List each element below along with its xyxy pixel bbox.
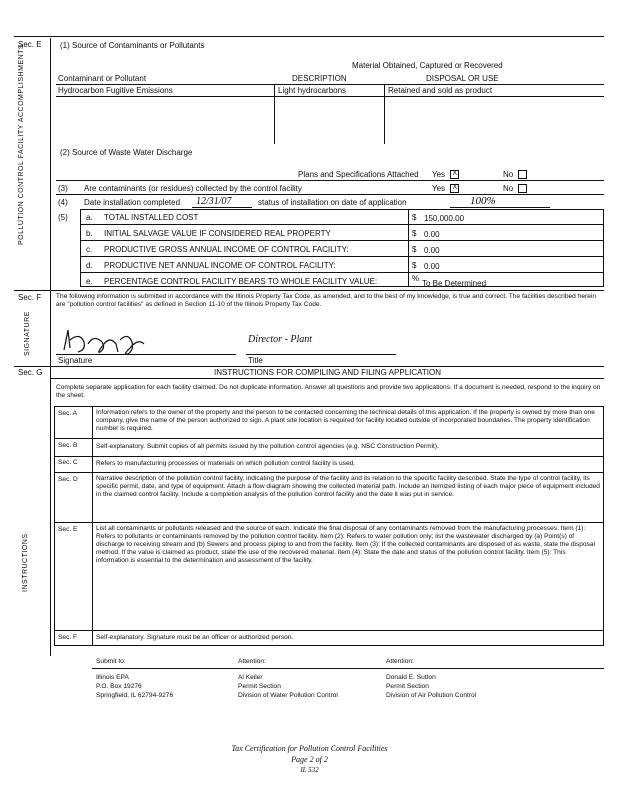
item3-no-checkbox[interactable] — [518, 184, 527, 193]
item3-no-label: No — [503, 184, 514, 193]
attn1-line: Permit Section — [238, 683, 281, 690]
col-contaminant: Contaminant or Pollutant — [58, 74, 147, 83]
sec-g-row-rule-4 — [54, 522, 604, 523]
col-sep-1 — [274, 84, 275, 144]
sec-g-intro: Complete separate application for each facility claimed. Do not duplicate information. Answer all questions and provide two applications. If a document is needed, respond to the inquiry on the sheet. — [56, 384, 601, 399]
sec-g-row-rule-5 — [54, 630, 604, 631]
item3-no[interactable] — [503, 184, 527, 193]
item3-yes-label: Yes — [432, 184, 446, 193]
item3-yes[interactable] — [432, 184, 459, 193]
row-contaminant: Hydrocarbon Fugitive Emissions — [58, 86, 173, 95]
col-header-rule — [56, 84, 604, 85]
attn2-line: Donald E. Sutton — [386, 674, 436, 681]
sec-g-label: Sec. G — [18, 368, 43, 377]
item3-yes-checkbox[interactable]: X — [450, 184, 459, 193]
attn2-line: Division of Air Pollution Control — [386, 692, 477, 699]
item4-num: (4) — [58, 198, 68, 207]
item5-b-label: INITIAL SALVAGE VALUE IF CONSIDERED REAL PROPERTY — [104, 229, 331, 238]
item5-c-dollar: $ — [412, 245, 417, 254]
sec-g-row-text: Narrative description of the pollution control facility, indicating the purpose of the facility and its relation to the specific facility described. State the type of control facility, its specific permit, date, and type of equipment. Attach a flow diagram showing the collected material path. Include an itemized listing of each major piece of equipment included in the claimed control facility. Include a completion analysis of the pollution control facility and the date it was put in service. — [96, 475, 600, 498]
submit-rule — [92, 668, 604, 669]
item5-a-label: TOTAL INSTALLED COST — [104, 213, 199, 222]
sec-g-row-text: Information refers to the owner of the property and the person to be contacted concerning the technical details of this application. If the property is owned by more than one company, give the name of the person authorized to sign. A plant site location is required for facility located outside of incorporated boundaries. The property identification number is required. — [96, 409, 595, 432]
item3-num: (3) — [58, 184, 68, 193]
col-sep-2 — [384, 84, 385, 144]
sec-e-label: Sec. E — [18, 40, 42, 49]
footer-page: Page 2 of 2 — [291, 755, 328, 764]
item3-label: Are contaminants (or residues) collected by the control facility — [84, 184, 302, 193]
item5-r3 — [80, 256, 604, 257]
item5-e-percent: % — [412, 274, 420, 283]
sec-g-heading-rule — [50, 378, 604, 379]
item5-c-value[interactable]: 0.00 — [424, 246, 440, 255]
sec-g-row-text: Refers to manufacturing processes or materials on which pollution control facility is used. — [96, 460, 356, 467]
sec-f-divider — [50, 290, 51, 366]
sec-g-row-rule-2 — [54, 456, 604, 457]
sec-f-top-rule — [14, 290, 604, 291]
sec-g-vertical-label: INSTRUCTIONS — [22, 533, 29, 592]
item5-c-key: c. — [86, 245, 93, 254]
sec-e-vertical-label: POLLUTION CONTROL FACILITY ACCOMPLISHMENTS — [18, 43, 25, 245]
sec-g-divider — [50, 366, 51, 656]
item5-a-key: a. — [86, 213, 93, 222]
signature-line — [56, 354, 236, 355]
col-description: DESCRIPTION — [292, 74, 347, 83]
item5-sep — [408, 209, 409, 287]
item3-rule — [56, 194, 604, 195]
sec-g-heading: INSTRUCTIONS FOR COMPILING AND FILING APPLICATION — [214, 368, 441, 377]
item5-r2 — [80, 240, 604, 241]
item2-label: (2) Source of Waste Water Discharge — [60, 148, 193, 157]
sec-e-top-rule — [14, 36, 604, 37]
item5-b-key: b. — [86, 229, 93, 238]
item5-e-value[interactable]: To Be Determined — [422, 279, 487, 288]
sec-g-row-label: Sec. A — [58, 410, 78, 417]
attention-heading: Attention: — [386, 658, 414, 665]
plans-no[interactable] — [503, 170, 527, 179]
sec-e-divider — [50, 38, 51, 290]
sec-g-row-rule-1 — [54, 438, 604, 439]
item4-pct-line — [450, 207, 550, 208]
submit-line: Springfield, IL 62794-9276 — [96, 692, 174, 699]
plans-yes-label: Yes — [432, 170, 446, 179]
item5-c-label: PRODUCTIVE GROSS ANNUAL INCOME OF CONTROL FACILITY: — [104, 245, 349, 254]
item4-date-line — [192, 207, 252, 208]
submit-heading: Submit to: — [96, 658, 126, 665]
item5-b-dollar: $ — [412, 229, 417, 238]
row-disposal: Retained and sold as product — [388, 86, 493, 95]
sec-g-top-rule — [14, 366, 604, 367]
footer-title: Tax Certification for Pollution Control Facilities — [231, 744, 388, 753]
sec-g-row-text: List all contaminants or pollutants released and the source of each. Indicate the final disposal of any contaminants removed from the manufacturing processes. Item (1): Refers to pollutants or contaminants removed by the pollution control facility. Item (2): Refers to water pollution only; list the wastewater discharged by (a) Point(s) of discharge to receiving stream and (b) Sewers and process piping to and from the facility. Item (3): If the collected contaminants are disposed of as waste, state the disposal method. If the value is claimed as product, state the use of the recovered material. Item (4): State the date and status of the pollution control facility. Item (5): This information is essential to the determination and assessment of the facility. — [96, 525, 596, 564]
submit-line: Illinois EPA — [96, 674, 129, 681]
sec-g-table-sep — [92, 406, 93, 646]
item5-b-value[interactable]: 0.00 — [424, 230, 440, 239]
sec-g-row-label: Sec. B — [58, 442, 78, 449]
attn2-line: Permit Section — [386, 683, 429, 690]
plans-yes[interactable] — [432, 170, 459, 179]
item4-date[interactable]: 12/31/07 — [196, 196, 232, 207]
item5-e-key: e. — [86, 277, 93, 286]
material-header: Material Obtained, Captured or Recovered — [352, 61, 503, 70]
sec-g-row-label: Sec. F — [58, 634, 78, 641]
plans-no-label: No — [503, 170, 514, 179]
footer-code: IL 532 — [300, 766, 319, 774]
signature-scribble — [58, 324, 148, 358]
item5-d-dollar: $ — [412, 261, 417, 270]
item1-label: (1) Source of Contaminants or Pollutants — [60, 41, 205, 50]
item5-num: (5) — [58, 213, 68, 222]
row-rule — [56, 96, 604, 97]
signature-label: Signature — [58, 356, 93, 365]
attention-heading: Attention: — [238, 658, 266, 665]
sec-g-row-rule-3 — [54, 472, 604, 473]
item5-a-dollar: $ — [412, 213, 417, 222]
item5-a-value[interactable]: 150,000.00 — [424, 214, 465, 223]
sec-f-label: Sec. F — [18, 293, 42, 302]
sec-g-row-label: Sec. D — [58, 476, 78, 483]
title-value[interactable]: Director - Plant — [248, 334, 313, 345]
sec-g-row-label: Sec. E — [58, 526, 78, 533]
attn1-line: Al Keller — [238, 674, 263, 681]
row-description: Light hydrocarbons — [278, 86, 347, 95]
title-line — [246, 354, 396, 355]
item4-status: status of installation on date of application — [258, 198, 407, 207]
plans-no-checkbox[interactable] — [518, 170, 527, 179]
item4-label: Date installation completed — [84, 198, 181, 207]
submit-line: P.O. Box 19276 — [96, 683, 142, 690]
attn1-line: Division of Water Pollution Control — [238, 692, 338, 699]
item5-d-label: PRODUCTIVE NET ANNUAL INCOME OF CONTROL FACILITY: — [104, 261, 336, 270]
sec-g-row-text: Self-explanatory. Submit copies of all permits issued by the pollution control agencies (e.g. NSC Construction Permit). — [96, 443, 439, 450]
sec-f-vertical-label: SIGNATURE — [24, 311, 31, 356]
item5-r4 — [80, 272, 604, 273]
sec-g-row-label: Sec. C — [58, 459, 78, 466]
item5-d-key: d. — [86, 261, 93, 270]
sec-g-row-text: Self-explanatory. Signature must be an officer or authorized person. — [96, 634, 294, 641]
item5-d-value[interactable]: 0.00 — [424, 262, 440, 271]
sec-f-text: The following information is submitted in accordance with the Illinois Property Tax Code, as amended, and to the best of my knowledge, is true and correct. The facilities described herein are "pollution control facilities" as defined in Section 11-10 of the Illinois Property Tax Code. — [56, 293, 596, 308]
col-disposal: DISPOSAL OR USE — [426, 74, 499, 83]
plans-label: Plans and Specifications Attached — [298, 170, 419, 179]
plans-yes-checkbox[interactable]: X — [450, 170, 459, 179]
item4-pct[interactable]: 100% — [470, 195, 496, 207]
item5-r1 — [80, 224, 604, 225]
item5-e-label: PERCENTAGE CONTROL FACILITY BEARS TO WHOLE FACILITY VALUE: — [104, 277, 378, 286]
title-label: Title — [248, 356, 263, 365]
plans-rule — [56, 180, 604, 181]
